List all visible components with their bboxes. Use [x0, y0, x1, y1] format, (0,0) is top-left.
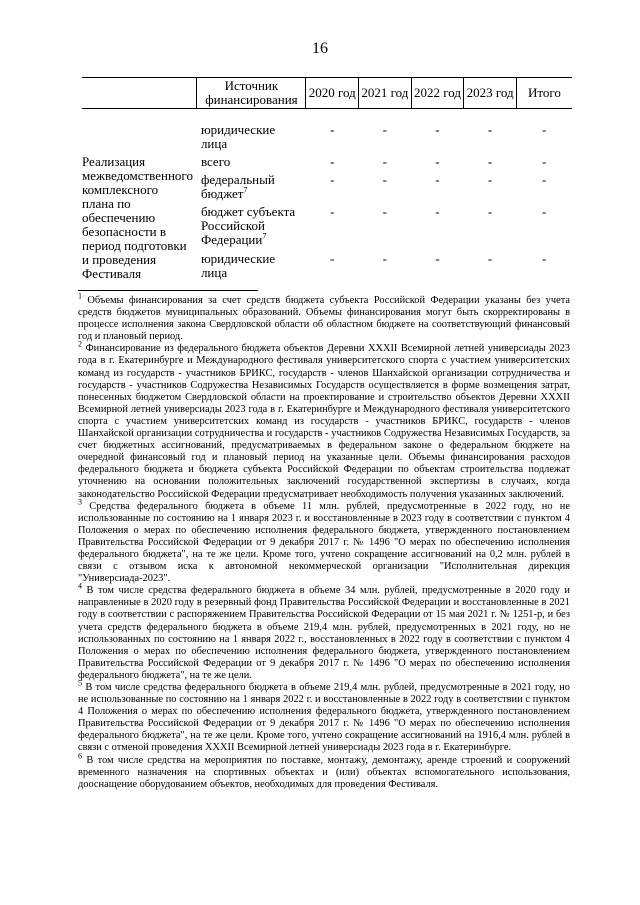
cell-value: -: [435, 153, 440, 169]
cell-value: -: [487, 250, 493, 266]
cell-value: -: [542, 171, 547, 187]
header-blank-cell: [82, 78, 197, 109]
header-total: Итого: [516, 78, 572, 109]
footnote: [78, 497, 570, 586]
footnote: [78, 678, 570, 755]
footnote-number: 6: [78, 751, 82, 761]
row-source-label: всего: [200, 153, 231, 169]
footnote-number: 3: [78, 497, 82, 507]
cell-value: -: [382, 250, 387, 266]
cell-value: -: [330, 121, 335, 137]
footnote-number: 4: [78, 581, 82, 591]
cell-value: -: [435, 121, 440, 137]
table-row: [82, 123, 572, 151]
footnote-text: В том числе средства федерального бюджета в объеме 34 млн. рублей, предусмотренные в 2020 году и направленные в 2020 году в резервный фонд Правительства Российской Федерации и восстановленные в 2021 году в соответствии с распоряжением Правительства Российской Федерации от 15 мая 2021 г. № 1251-р, и без учета средств федерального бюджета в объеме 219,4 млн. рублей, предусмотренных в 2021 году, но не использованных по состоянию на 1 января 2022 г., восстановленных в 2022 году в соответствии с пунктом 4 Положения о мерах по обеспечению исполнения федерального бюджета, утвержденного постановлением Правительства Российской Федерации от 9 декабря 2017 г. № 1496 "О мерах по обеспечению исполнения федерального бюджета", на те же цели.: [78, 585, 570, 681]
cell-value: -: [542, 153, 547, 169]
footnote-number: 2: [78, 339, 82, 349]
cell-value: -: [330, 171, 335, 187]
header-year-2023: 2023 год: [464, 78, 517, 109]
footnote-text: Средства федерального бюджета в объеме 11 млн. рублей, предусмотренные в 2022 году, но не использованные по состоянию на 1 января 2023 г. и восстановленные в 2023 году в соответствии с пунктом 4 Положения о мерах по обеспечению исполнения федерального бюджета, утвержденного постановлением Правительства Российской Федерации от 9 декабря 2017 г. № 1496 "О мерах по обеспечению исполнения федерального бюджета", на те же цели. Кроме того, учтено сокращение ассигнований на 0,2 млн. рублей в связи с отзывом иска к автономной некоммерческой организации "Исполнительная дирекция "Универсиада-2023".: [78, 500, 570, 585]
cell-value: -: [382, 153, 387, 169]
footnote-text: Финансирование из федерального бюджета объектов Деревни XXXII Всемирной летней универсиады 2023 года в г. Екатеринбурге и Международного фестиваля университетского спорта с участием университетских команд из государств - участников БРИКС, государств - членов Шанхайской организации сотрудничества и государств - участников Содружества Независимых Государств осуществляется в форме возмещения затрат, понесенных бюджетом Свердловской области на проектирование и строительство объектов Деревни XXXII Всемирной летней универсиады 2023 года в г. Екатеринбурге и Международного фестиваля университетского спорта с участием университетских команд из государств - участников БРИКС, государств - членов Шанхайской организации сотрудничества и государств - участников Содружества Независимых Государств, за счет бюджетных ассигнований, предусматриваемых в федеральном законе о федеральном бюджете на очередной финансовый год и плановый период на указанные цели. Объемы финансирования расходов федерального бюджета и бюджета субъекта Российской Федерации по объектам строительства подлежат уточнению на основании положительных заключений государственной экспертизы в случаях, когда законодательство Российской Федерации предусматривает необходимость получения указанных заключений.: [78, 343, 570, 500]
row-source-label: бюджет субъекта Российской Федерации: [200, 204, 296, 248]
cell-value: -: [382, 121, 387, 137]
table-row: [82, 155, 572, 169]
header-year-2020: 2020 год: [306, 78, 359, 109]
footnote-number: 1: [78, 291, 82, 301]
footnote-text: В том числе средства федерального бюджета в объеме 219,4 млн. рублей, предусмотренные в 2021 году, но не использованные по состоянию на 1 января 2022 г. и восстановленные в 2022 году в соответствии с пунктом 4 Положения о мерах по обеспечению исполнения федерального бюджета, утвержденного постановлением Правительства Российской Федерации от 9 декабря 2017 г. № 1496 "О мерах по обеспечению исполнения федерального бюджета", на те же цели. Кроме того, учтено сокращение ассигнований на 1916,4 млн. рублей в связи с отменой проведения XXXII Всемирной летней универсиады 2023 года в г. Екатеринбурге.: [78, 682, 570, 754]
cell-value: -: [542, 121, 547, 137]
cell-value: -: [487, 153, 493, 169]
cell-value: -: [435, 250, 440, 266]
header-year-2021: 2021 год: [359, 78, 412, 109]
program-label-blank: [82, 123, 197, 151]
table-header-row: [82, 78, 572, 109]
footnotes: [78, 291, 570, 791]
row-source: [197, 248, 306, 281]
program-label: Реализация межведомственного комплексного плана по обеспечению безопасности в период подготовки и проведения Фестиваля: [82, 153, 193, 281]
page-number: 16: [312, 40, 328, 57]
row-source: [197, 169, 306, 202]
row-source: [197, 201, 306, 248]
footnote-number: 5: [78, 678, 82, 688]
cell-value: -: [435, 171, 440, 187]
footnote: [78, 339, 570, 500]
footnote-ref: 7: [262, 231, 267, 241]
footnote: [78, 751, 570, 791]
cell-value: -: [330, 204, 335, 220]
footnote-divider: [78, 290, 258, 291]
cell-value: -: [435, 204, 440, 220]
cell-value: -: [487, 171, 493, 187]
footnote-ref: 7: [243, 185, 248, 195]
financing-table: [82, 77, 572, 281]
footnote-text: В том числе средства на мероприятия по поставке, монтажу, демонтажу, аренде строений и сооружений временного назначения на спортивных объектах и (или) объектах вспомогательного использования, дооснащение оборудованием объектов, необходимых для проведения Фестиваля.: [78, 754, 570, 790]
cell-value: -: [330, 250, 335, 266]
header-year-2022: 2022 год: [411, 78, 464, 109]
cell-value: -: [382, 204, 387, 220]
row-source-label: юридические лица: [200, 121, 276, 151]
cell-value: -: [542, 250, 547, 266]
row-source-label: юридические лица: [200, 250, 276, 280]
cell-value: -: [382, 171, 387, 187]
footnote: [78, 291, 570, 343]
row-source-label: федеральный бюджет: [200, 171, 275, 201]
row-source: [197, 155, 306, 169]
cell-value: -: [487, 204, 493, 220]
footnote: [78, 581, 570, 682]
footnote-text: Объемы финансирования за счет средств бюджета субъекта Российской Федерации указаны без учета средств бюджетов муниципальных образований. Объемы финансирования могут быть скорректированы в процессе исполнения закона Свердловской области об областном бюджете на соответствующий финансовый год и плановый период.: [78, 295, 570, 343]
cell-value: -: [330, 153, 335, 169]
header-source: Источник финансирования: [197, 78, 306, 109]
row-source: [197, 123, 306, 151]
cell-value: -: [542, 204, 547, 220]
cell-value: -: [487, 121, 493, 137]
